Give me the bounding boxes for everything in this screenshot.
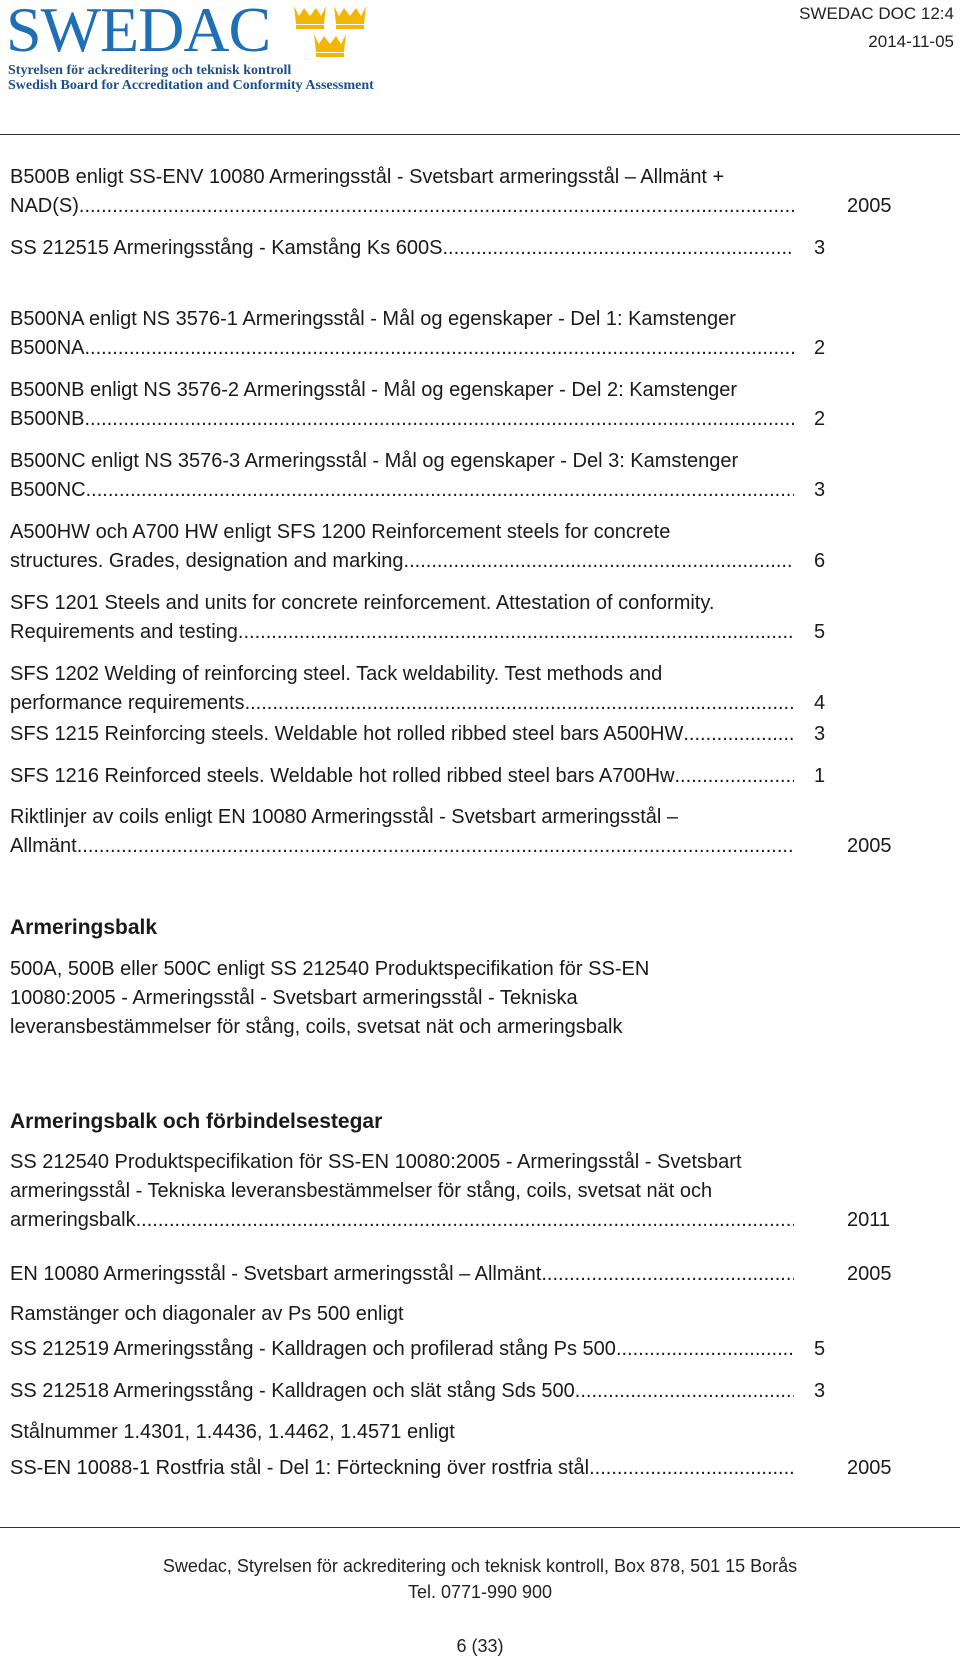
document-date: 2014-11-05 bbox=[868, 32, 954, 51]
entry-line bbox=[10, 405, 910, 434]
entry-line bbox=[10, 192, 910, 221]
entry-line bbox=[10, 234, 910, 263]
toc-entry bbox=[10, 803, 910, 861]
entry-text: Requirements and testing bbox=[10, 621, 238, 643]
page-header bbox=[0, 0, 960, 135]
toc-entry bbox=[10, 1148, 910, 1235]
entry-value: 3 bbox=[814, 1380, 826, 1402]
toc-entry bbox=[10, 305, 910, 363]
toc-entry bbox=[10, 589, 910, 647]
entry-text: Riktlinjer av coils enligt EN 10080 Armeringsstål - Svetsbart armeringsstål – bbox=[10, 806, 679, 828]
entry-value: 1 bbox=[814, 765, 826, 787]
entry-text: Allmänt bbox=[10, 835, 77, 857]
section-paragraph bbox=[10, 955, 810, 1042]
entry-value: 2005 bbox=[847, 1457, 892, 1479]
leader-dots bbox=[238, 618, 794, 647]
entry-text: SS 212518 Armeringsstång - Kalldragen och slät stång Sds 500 bbox=[10, 1380, 575, 1402]
leader-dots bbox=[85, 405, 795, 434]
entry-text: SFS 1215 Reinforcing steels. Weldable hot rolled ribbed steel bars A500HW bbox=[10, 723, 684, 745]
page-footer bbox=[0, 1553, 960, 1605]
toc-entry bbox=[10, 447, 910, 505]
entry-line bbox=[10, 762, 910, 791]
entry-line bbox=[10, 1260, 910, 1289]
entry-line bbox=[10, 163, 910, 192]
entry-line bbox=[10, 803, 910, 832]
entry-value: 3 bbox=[814, 723, 826, 745]
entry-text: structures. Grades, designation and marking bbox=[10, 550, 404, 572]
entry-text: B500NA enligt NS 3576-1 Armeringsstål - Mål og egenskaper - Del 1: Kamstenger bbox=[10, 308, 736, 330]
toc-entry bbox=[10, 234, 910, 263]
section-heading-forbindelsestegar: Armeringsbalk och förbindelsestegar bbox=[10, 1110, 383, 1133]
leader-dots bbox=[77, 832, 794, 861]
toc-entry bbox=[10, 720, 910, 749]
paragraph-line: leveransbestämmelser för stång, coils, svetsat nät och armeringsbalk bbox=[10, 1016, 623, 1038]
toc-entry bbox=[10, 1335, 910, 1364]
leader-dots bbox=[79, 192, 794, 221]
entry-value: 6 bbox=[814, 550, 826, 572]
entry-line bbox=[10, 1148, 910, 1177]
entry-value: 5 bbox=[814, 621, 826, 643]
entry-value: 3 bbox=[814, 237, 826, 259]
page-number: 6 (33) bbox=[456, 1636, 504, 1656]
toc-entry bbox=[10, 660, 910, 718]
entry-value: 5 bbox=[814, 1338, 826, 1360]
entry-text: armeringsstål - Tekniska leveransbestämmelser för stång, coils, svetsat nät och bbox=[10, 1180, 713, 1202]
footer-address: Swedac, Styrelsen för ackreditering och teknisk kontroll, Box 878, 501 15 Borås bbox=[162, 1556, 798, 1576]
toc-entry bbox=[10, 376, 910, 434]
swedac-logo-text: SWEDAC bbox=[6, 0, 271, 65]
document-id-block bbox=[799, 0, 954, 56]
footer-phone: Tel. 0771-990 900 bbox=[407, 1582, 553, 1602]
entry-line bbox=[10, 1377, 910, 1406]
section-heading-armeringsbalk: Armeringsbalk bbox=[10, 916, 158, 939]
entry-line bbox=[10, 618, 910, 647]
entry-value: 2 bbox=[814, 337, 826, 359]
entry-text: B500NB enligt NS 3576-2 Armeringsstål - Mål og egenskaper - Del 2: Kamstenger bbox=[10, 379, 738, 401]
entry-line bbox=[10, 720, 910, 749]
three-crowns-icon bbox=[290, 2, 370, 62]
toc-entry bbox=[10, 1377, 910, 1406]
entry-text: B500NC bbox=[10, 479, 86, 501]
entry-line bbox=[10, 660, 910, 689]
entry-text: SFS 1216 Reinforced steels. Weldable hot rolled ribbed steel bars A700Hw bbox=[10, 765, 675, 787]
entry-line bbox=[10, 1335, 910, 1364]
entry-value: 2 bbox=[814, 408, 826, 430]
entry-line bbox=[10, 1177, 910, 1206]
toc-entry bbox=[10, 518, 910, 576]
leader-dots bbox=[86, 476, 794, 505]
entry-text: NAD(S) bbox=[10, 195, 79, 217]
leader-dots bbox=[442, 234, 794, 263]
entry-text: performance requirements bbox=[10, 692, 245, 714]
entry-value: 3 bbox=[814, 479, 826, 501]
leader-dots bbox=[674, 762, 794, 791]
entry-value: 4 bbox=[814, 692, 826, 714]
leader-dots bbox=[616, 1335, 794, 1364]
entry-line bbox=[10, 589, 910, 618]
entry-value: 2005 bbox=[847, 195, 892, 217]
entry-text: B500NA bbox=[10, 337, 85, 359]
entry-line bbox=[10, 476, 910, 505]
entry-line bbox=[10, 376, 910, 405]
entry-text: SS 212540 Produktspecifikation för SS-EN 10080:2005 - Armeringsstål - Svetsbart bbox=[10, 1151, 742, 1173]
leader-dots bbox=[683, 720, 794, 749]
footer-divider bbox=[0, 1527, 960, 1528]
leader-dots bbox=[85, 334, 795, 363]
leader-dots bbox=[589, 1454, 794, 1483]
entry-text: EN 10080 Armeringsstål - Svetsbart armeringsstål – Allmänt bbox=[10, 1263, 542, 1285]
entry-text: SS 212515 Armeringsstång - Kamstång Ks 600S bbox=[10, 237, 443, 259]
subheading-stalnummer: Stålnummer 1.4301, 1.4436, 1.4462, 1.4571 enligt bbox=[10, 1421, 455, 1443]
entry-line bbox=[10, 518, 910, 547]
leader-dots bbox=[245, 689, 794, 718]
toc-entry bbox=[10, 762, 910, 791]
entry-line bbox=[10, 689, 910, 718]
logo-tagline-swedish: Styrelsen för ackreditering och teknisk kontroll bbox=[8, 63, 292, 78]
entry-line bbox=[10, 1454, 910, 1483]
entry-line bbox=[10, 1206, 910, 1235]
entry-text: SS-EN 10088-1 Rostfria stål - Del 1: Förteckning över rostfria stål bbox=[10, 1457, 590, 1479]
paragraph-line: 500A, 500B eller 500C enligt SS 212540 Produktspecifikation för SS-EN bbox=[10, 958, 650, 980]
logo-tagline-english: Swedish Board for Accreditation and Conformity Assessment bbox=[8, 78, 374, 93]
entry-text: SFS 1202 Welding of reinforcing steel. Tack weldability. Test methods and bbox=[10, 663, 663, 685]
toc-entry bbox=[10, 1454, 910, 1483]
toc-entry bbox=[10, 1260, 910, 1289]
entry-text: SS 212519 Armeringsstång - Kalldragen och profilerad stång Ps 500 bbox=[10, 1338, 616, 1360]
toc-entry bbox=[10, 163, 910, 221]
entry-line bbox=[10, 305, 910, 334]
subheading-ramstanger: Ramstänger och diagonaler av Ps 500 enligt bbox=[10, 1303, 404, 1325]
leader-dots bbox=[404, 547, 794, 576]
entry-line bbox=[10, 547, 910, 576]
entry-line bbox=[10, 447, 910, 476]
paragraph-line: 10080:2005 - Armeringsstål - Svetsbart armeringsstål - Tekniska bbox=[10, 987, 578, 1009]
entry-value: 2005 bbox=[847, 835, 892, 857]
entry-value: 2005 bbox=[847, 1263, 892, 1285]
entry-text: B500B enligt SS-ENV 10080 Armeringsstål - Svetsbart armeringsstål – Allmänt + bbox=[10, 166, 725, 188]
entry-value: 2011 bbox=[847, 1209, 891, 1231]
leader-dots bbox=[541, 1260, 794, 1289]
leader-dots bbox=[136, 1206, 794, 1235]
entry-text: B500NB bbox=[10, 408, 85, 430]
entry-text: A500HW och A700 HW enligt SFS 1200 Reinforcement steels for concrete bbox=[10, 521, 671, 543]
document-id: SWEDAC DOC 12:4 bbox=[799, 4, 954, 23]
leader-dots bbox=[575, 1377, 794, 1406]
entry-text: armeringsbalk bbox=[10, 1209, 136, 1231]
entry-line bbox=[10, 832, 910, 861]
entry-line bbox=[10, 334, 910, 363]
entry-text: B500NC enligt NS 3576-3 Armeringsstål - Mål og egenskaper - Del 3: Kamstenger bbox=[10, 450, 739, 472]
entry-text: SFS 1201 Steels and units for concrete reinforcement. Attestation of conformity. bbox=[10, 592, 715, 614]
header-divider bbox=[0, 134, 960, 135]
